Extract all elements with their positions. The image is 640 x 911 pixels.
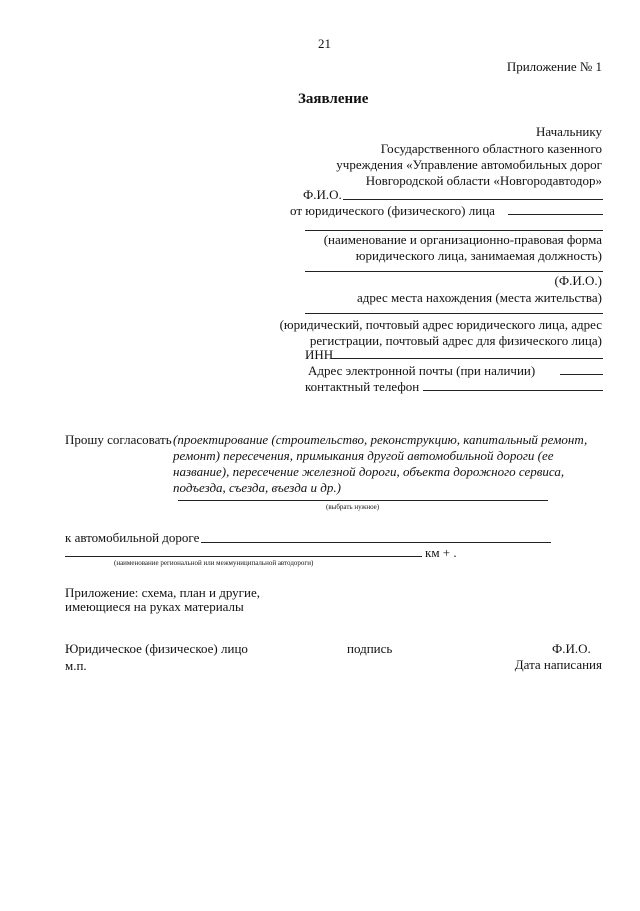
email-label: Адрес электронной почты (при наличии) — [308, 363, 536, 378]
from-label: от юридического (физического) лица — [290, 203, 495, 218]
request-choice-line[interactable] — [178, 500, 548, 501]
addressee-line-2: Государственного областного казенного — [380, 141, 602, 156]
request-label: Прошу согласовать — [65, 432, 172, 447]
road-km-line[interactable] — [65, 556, 422, 557]
inn-label: ИНН — [305, 347, 334, 362]
choose-hint: (выбрать нужное) — [326, 503, 380, 511]
from-line[interactable] — [508, 214, 603, 215]
signature-sign: подпись — [347, 641, 393, 656]
request-options-3: название), пересечение железной дороги, объекта дорожного сервиса, — [173, 464, 565, 479]
fio-full-line[interactable] — [305, 271, 603, 272]
km-label: км + . — [425, 545, 457, 560]
attachment-line-1: Приложение: схема, план и другие, — [65, 585, 260, 600]
signature-fio: Ф.И.О. — [552, 641, 591, 656]
address-hint-1: (юридический, почтовый адрес юридического лица, адрес — [279, 317, 602, 332]
date-label: Дата написания — [514, 657, 602, 672]
inn-line[interactable] — [331, 358, 603, 359]
legal-form-line[interactable] — [305, 230, 603, 231]
appendix-label: Приложение № 1 — [506, 59, 602, 74]
addressee-line-4: Новгородской области «Новгородавтодор» — [365, 173, 602, 188]
phone-label: контактный телефон — [305, 379, 420, 394]
road-name-line[interactable] — [201, 542, 551, 543]
email-line[interactable] — [560, 374, 603, 375]
fio-hint: (Ф.И.О.) — [554, 273, 602, 288]
request-options-2: ремонт) пересечения, примыкания другой автомобильной дороги (ее — [173, 448, 554, 463]
request-options-4: подъезда, съезда, въезда и др.) — [173, 480, 341, 495]
page-number: 21 — [318, 36, 331, 51]
fio-label: Ф.И.О. — [303, 187, 342, 202]
legal-form-hint-1: (наименование и организационно-правовая форма — [323, 232, 602, 247]
road-hint: (наименование региональной или межмуниципальной автодороги) — [114, 559, 314, 567]
legal-form-hint-2: юридического лица, занимаемая должность) — [355, 248, 602, 263]
document-title: Заявление — [298, 91, 369, 107]
stamp-label: м.п. — [65, 658, 87, 673]
address-line[interactable] — [305, 313, 603, 314]
addressee-line-3: учреждения «Управление автомобильных дорог — [336, 157, 602, 172]
attachment-line-2: имеющиеся на руках материалы — [65, 599, 244, 614]
addressee-line-1: Начальнику — [535, 124, 602, 139]
fio-line[interactable] — [343, 199, 603, 200]
request-options-1: (проектирование (строительство, реконструкцию, капитальный ремонт, — [173, 432, 588, 447]
road-label: к автомобильной дороге — [65, 530, 200, 545]
address-hint-2: регистрации, почтовый адрес для физического лица) — [309, 333, 602, 348]
signature-entity: Юридическое (физическое) лицо — [65, 641, 248, 656]
address-label: адрес места нахождения (места жительства) — [357, 290, 602, 305]
phone-line[interactable] — [423, 390, 603, 391]
